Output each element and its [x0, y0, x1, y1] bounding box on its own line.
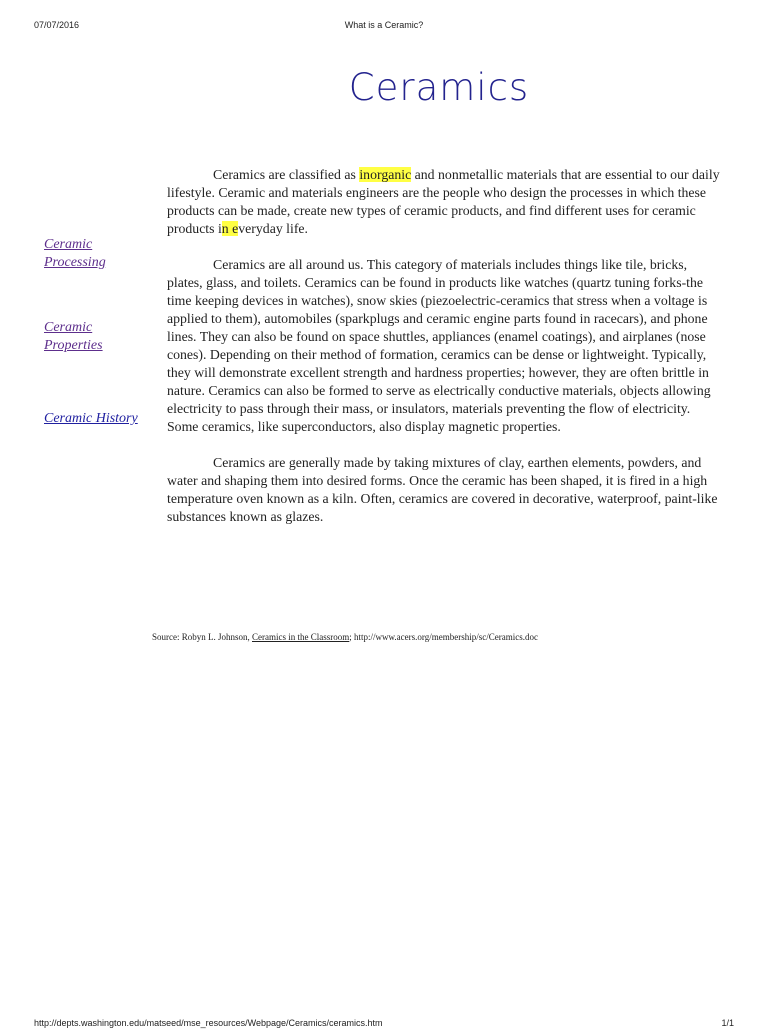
- paragraph-manufacture: Ceramics are generally made by taking mixtures of clay, earthen elements, powders, and water and shaping them into desired forms. Once the ceramic has been shaped, it is fired in a high temperature oven known as a kiln. Often, ceramics are covered in decorative, waterproof, paint-like substances known as glazes.: [167, 455, 718, 524]
- text-run: and nonmetallic materials that are essential to our daily lifestyle. Ceramic and materials engineers are the people who design the processes in which these products can be made, create new types of ceramic products, and find different uses for ceramic products i: [167, 167, 720, 236]
- source-citation: [152, 632, 752, 642]
- nav-link-ceramic-history[interactable]: Ceramic History: [44, 411, 138, 426]
- main-content: [167, 166, 723, 544]
- nav-link-label: Ceramic: [44, 237, 93, 252]
- print-date: 07/07/2016: [34, 20, 80, 30]
- text-run: Ceramics are classified as: [213, 167, 360, 182]
- highlighted-text: inorganic: [359, 167, 412, 182]
- nav-link-label: Processing: [44, 255, 106, 270]
- print-header: [0, 0, 768, 30]
- page-title: Ceramics: [348, 66, 530, 109]
- print-footer: [0, 1018, 768, 1034]
- print-url: http://depts.washington.edu/matseed/mse_resources/Webpage/Ceramics/ceramics.htm: [34, 1018, 383, 1028]
- nav-link-label: Ceramic: [44, 320, 93, 335]
- highlighted-text: n e: [221, 221, 239, 236]
- paragraph-classification: [167, 166, 723, 238]
- paragraph-uses: Ceramics are all around us. This category of materials includes things like tile, bricks, plates, glass, and toilets. Ceramics can be found in products like watches (quartz tuning forks-the time keeping devices in watches), snow skies (piezoelectric-ceramics that stress when a voltage is applied to them), automobiles (sparkplugs and ceramic engine parts found in racecars), and phone lines. They can also be found on space shuttles, appliances (enamel coatings), and airplanes (nose cones). Depending on their method of formation, ceramics can be dense or lightweight. Typically, they will demonstrate excellent strength and hardness properties; however, they are often brittle in nature. Ceramics can also be formed to serve as electrically conductive materials, objects allowing electricity to pass through their mass, or insulators, materials preventing the flow of electricity. Some ceramics, like superconductors, also display magnetic properties.: [167, 257, 711, 434]
- page-number: 1/1: [721, 1018, 734, 1028]
- nav-link-label: Properties: [44, 338, 103, 353]
- citation-work: Ceramics in the Classroom: [252, 632, 350, 642]
- nav-link-ceramic-properties[interactable]: [44, 319, 154, 355]
- text-run: veryday life.: [238, 221, 308, 236]
- nav-link-ceramic-processing[interactable]: [44, 236, 154, 272]
- citation-suffix: ; http://www.acers.org/membership/sc/Ceramics.doc: [349, 632, 538, 642]
- citation-prefix: Source: Robyn L. Johnson,: [152, 632, 252, 642]
- print-page-title: What is a Ceramic?: [344, 20, 424, 30]
